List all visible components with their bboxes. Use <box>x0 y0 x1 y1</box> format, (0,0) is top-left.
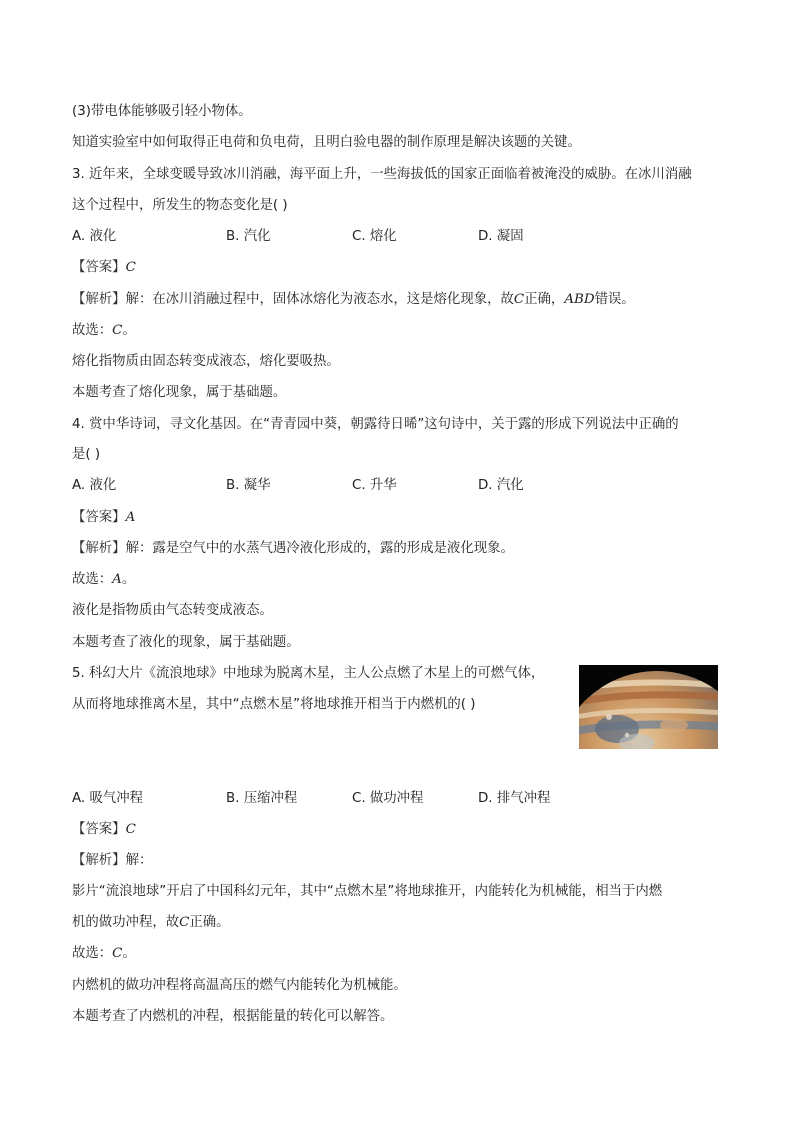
q3-option-d: D. 凝固 <box>478 229 524 244</box>
q3-note-1: 熔化指物质由固态转变成液态，熔化要吸热。 <box>72 354 340 369</box>
q2-tail-line-2: 知道实验室中如何取得正电荷和负电荷，且明白验电器的制作原理是解决该题的关键。 <box>72 135 581 150</box>
q5-choose-letter: C <box>112 946 123 961</box>
q5-option-d: D. 排气冲程 <box>478 791 551 806</box>
q5-choose <box>72 945 136 963</box>
q5-body-text-1: 机的做功冲程，故 <box>72 915 180 930</box>
q3-choose-label: 故选： <box>72 323 113 338</box>
q3-analysis-text-1: 解：在冰川消融过程中，固体冰熔化为液态水，这是熔化现象，故 <box>125 292 514 307</box>
q4-stem-line-1: 4. 赏中华诗词，寻文化基因。在“青青园中葵，朝露待日晞”这句诗中，关于露的形成下列说法中正确的 <box>72 417 679 432</box>
q3-analysis <box>72 291 635 309</box>
q4-option-d: D. 汽化 <box>478 478 524 493</box>
q5-analysis-label: 【解析】 <box>72 853 126 868</box>
q3-analysis-text-2: 正确， <box>524 292 565 307</box>
q5-stem-line-1: 5. 科幻大片《流浪地球》中地球为脱离木星，主人公点燃了木星上的可燃气体， <box>72 666 545 681</box>
q2-tail-line-1: (3)带电体能够吸引轻小物体。 <box>72 104 252 119</box>
q5-body-text-2: 正确。 <box>189 915 230 930</box>
q3-choose-end: 。 <box>122 323 136 338</box>
q5-analysis <box>72 852 152 870</box>
q5-choose-label: 故选： <box>72 946 113 961</box>
q3-stem-line-2: 这个过程中，所发生的物态变化是( ) <box>72 198 288 213</box>
q4-answer-value: A <box>125 510 136 525</box>
q3-analysis-label: 【解析】 <box>72 292 126 307</box>
q3-note-2: 本题考查了熔化现象，属于基础题。 <box>72 385 287 400</box>
q5-choose-end: 。 <box>122 946 136 961</box>
q3-analysis-letter-c: C <box>513 292 525 307</box>
q4-options <box>72 477 672 495</box>
q3-option-c: C. 熔化 <box>352 229 397 244</box>
q5-analysis-text: 解： <box>125 853 153 868</box>
jupiter-image <box>579 665 718 749</box>
q5-option-b: B. 压缩冲程 <box>226 791 298 806</box>
q5-body-line-2 <box>72 914 230 932</box>
q4-analysis-text: 解：露是空气中的水蒸气遇冷液化形成的，露的形成是液化现象。 <box>125 541 514 556</box>
jupiter-illustration <box>579 665 718 749</box>
q4-note-1: 液化是指物质由气态转变成液态。 <box>72 603 273 618</box>
q4-answer <box>72 509 135 527</box>
q4-choose-label: 故选： <box>72 572 113 587</box>
q4-choose <box>72 571 135 589</box>
q5-answer <box>72 821 136 839</box>
q3-option-b: B. 汽化 <box>226 229 271 244</box>
q5-stem-line-2: 从而将地球推离木星，其中“点燃木星”将地球推开相当于内燃机的( ) <box>72 697 476 712</box>
q3-choose-letter: C <box>112 323 123 338</box>
q5-answer-label: 【答案】 <box>72 822 126 837</box>
q5-note-1: 内燃机的做功冲程将高温高压的燃气内能转化为机械能。 <box>72 978 407 993</box>
q5-body-letter-c: C <box>179 915 190 930</box>
q3-choose <box>72 322 136 340</box>
q3-analysis-text-3: 错误。 <box>594 292 635 307</box>
q4-answer-label: 【答案】 <box>72 510 126 525</box>
q5-note-2: 本题考查了内燃机的冲程，根据能量的转化可以解答。 <box>72 1009 394 1024</box>
q4-choose-end: 。 <box>121 572 136 587</box>
q5-option-a: A. 吸气冲程 <box>72 791 143 806</box>
q5-options <box>72 790 672 808</box>
q5-body-line-1: 影片“流浪地球”开启了中国科幻元年，其中“点燃木星”将地球推开，内能转化为机械能，相当于内燃 <box>72 884 663 899</box>
q4-option-a: A. 液化 <box>72 478 117 493</box>
q3-answer-label: 【答案】 <box>72 260 126 275</box>
q4-analysis <box>72 540 514 558</box>
q4-stem-line-2: 是( ) <box>72 447 101 462</box>
q3-analysis-letters-abd: ABD <box>564 292 595 307</box>
q3-stem-line-1: 3. 近年来，全球变暖导致冰川消融，海平面上升，一些海拔低的国家正面临着被淹没的威胁。在冰川消融 <box>72 167 692 182</box>
q4-option-c: C. 升华 <box>352 478 397 493</box>
q4-choose-letter: A <box>112 572 122 587</box>
q5-answer-value: C <box>125 822 136 837</box>
q3-options <box>72 228 672 246</box>
q3-answer <box>72 259 136 277</box>
q4-analysis-label: 【解析】 <box>72 541 126 556</box>
q4-option-b: B. 凝华 <box>226 478 271 493</box>
q3-option-a: A. 液化 <box>72 229 117 244</box>
q5-option-c: C. 做功冲程 <box>352 791 424 806</box>
q4-note-2: 本题考查了液化的现象，属于基础题。 <box>72 635 300 650</box>
q3-answer-value: C <box>125 260 136 275</box>
